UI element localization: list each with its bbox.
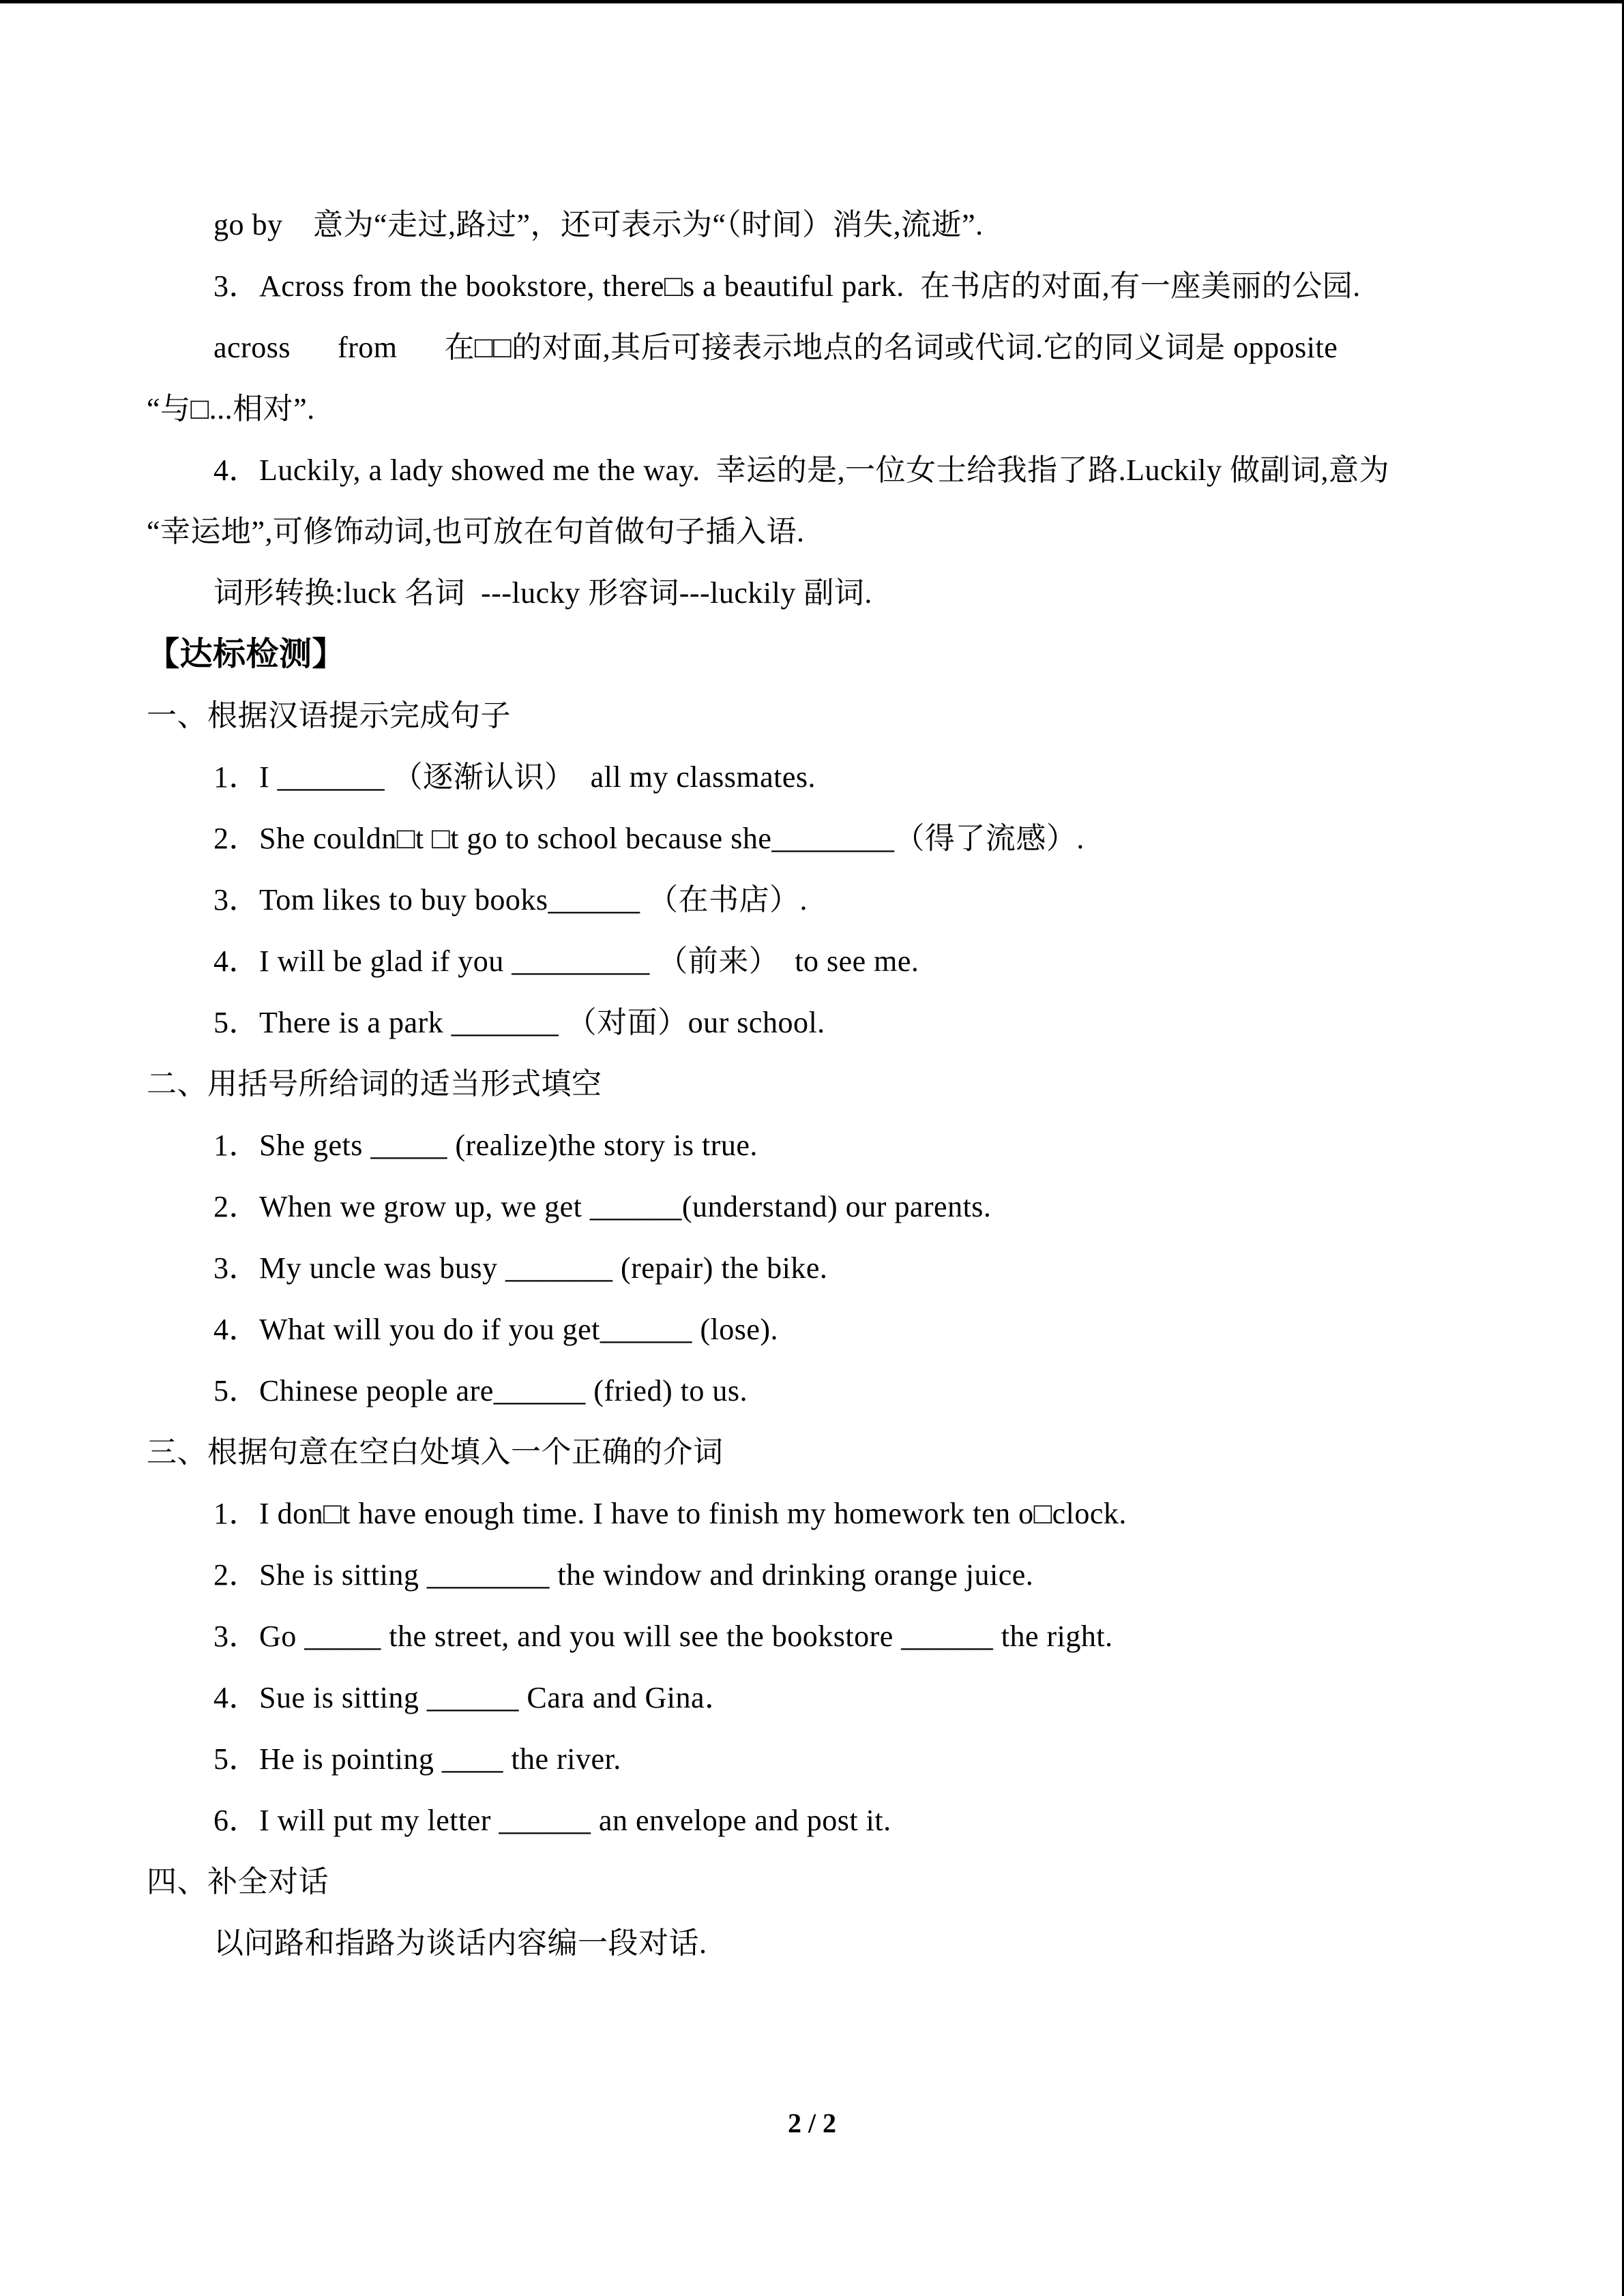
note-3-across-from-sentence: 3．Across from the bookstore, there□s a beautiful park. 在书店的对面,有一座美丽的公园. — [213, 269, 1361, 303]
document-content — [147, 194, 1483, 1974]
section-1-item-5: 5．There is a park _______ （对面）our school. — [213, 1006, 825, 1039]
note-word-form-conversion: 词形转换:luck 名词 ---lucky 形容词---luckily 副词. — [213, 576, 872, 610]
note-luckily-continuation: “幸运地”,可修饰动词,也可放在句首做句子插入语. — [147, 515, 805, 548]
section-1-item-1: 1．I _______ （逐渐认识） all my classmates. — [213, 760, 816, 794]
section-3-item-4: 4．Sue is sitting ______ Cara and Gina． — [213, 1681, 735, 1714]
section-1-item-4: 4．I will be glad if you _________ （前来） to see me. — [213, 944, 919, 978]
section-2-item-4: 4．What will you do if you get______ (lose). — [213, 1313, 779, 1346]
section-1-title: 一、根据汉语提示完成句子 — [147, 699, 511, 732]
note-4-luckily-sentence: 4．Luckily, a lady showed me the way. 幸运的是,一位女士给我指了路.Luckily 做副词,意为 — [213, 453, 1390, 487]
note-across-from-explanation: across from 在□□的对面,其后可接表示地点的名词或代词.它的同义词是 opposite — [213, 331, 1338, 364]
note-across-from-continuation: “与□...相对”. — [147, 392, 315, 426]
section-3-title: 三、根据句意在空白处填入一个正确的介词 — [147, 1435, 724, 1469]
section-3-item-5: 5．He is pointing ____ the river. — [213, 1742, 621, 1776]
page-top-border — [0, 0, 1624, 3]
section-2-item-1: 1．She gets _____ (realize)the story is true. — [213, 1129, 758, 1162]
section-2-item-3: 3．My uncle was busy _______ (repair) the bike. — [213, 1251, 828, 1285]
section-3-item-3: 3．Go _____ the street, and you will see the bookstore ______ the right. — [213, 1620, 1113, 1653]
heading-dabiao-jiance: 【达标检测】 — [147, 636, 346, 672]
section-3-item-2: 2．She is sitting ________ the window and drinking orange juice. — [213, 1558, 1034, 1592]
section-1-item-2: 2．She couldn□t □t go to school because she________（得了流感）. — [213, 822, 1084, 855]
section-2-item-5: 5．Chinese people are______ (fried) to us. — [213, 1374, 748, 1407]
section-3-item-6: 6．I will put my letter ______ an envelope and post it. — [213, 1804, 891, 1837]
section-4-title: 四、补全对话 — [147, 1865, 329, 1898]
section-2-item-2: 2．When we grow up, we get ______(understand) our parents. — [213, 1190, 992, 1223]
section-1-item-3: 3．Tom likes to buy books______ （在书店）. — [213, 883, 808, 916]
section-3-item-1: 1．I don□t have enough time. I have to finish my homework ten o□clock. — [213, 1497, 1127, 1530]
section-4-instruction: 以问路和指路为谈话内容编一段对话. — [213, 1926, 707, 1960]
note-go-by: go by 意为“走过,路过”，还可表示为“（时间）消失,流逝”. — [213, 208, 984, 241]
section-2-title: 二、用括号所给词的适当形式填空 — [147, 1067, 602, 1101]
page-number: 2 / 2 — [787, 2108, 837, 2138]
